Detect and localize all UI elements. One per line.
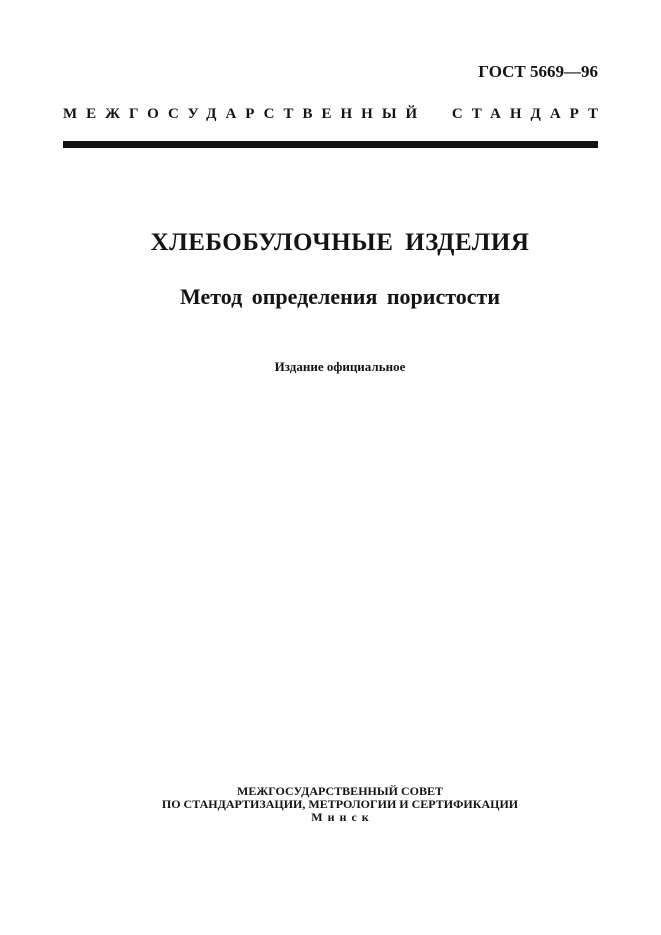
standard-type-line xyxy=(63,105,607,123)
header-rule xyxy=(63,141,598,148)
edition-note: Издание официальное xyxy=(274,359,406,374)
document-subtitle: Метод определения пористости xyxy=(179,284,500,309)
publisher-block xyxy=(19,785,661,824)
standard-type-word-2: СТАНДАРТ xyxy=(451,106,607,122)
publisher-line-2: ПО СТАНДАРТИЗАЦИИ, МЕТРОЛОГИИ И СЕРТИФИКАЦИИ xyxy=(161,797,519,811)
standard-type-word-1: МЕЖГОСУДАРСТВЕННЫЙ xyxy=(63,106,427,122)
publisher-city: Минск xyxy=(311,810,374,824)
document-title: ХЛЕБОБУЛОЧНЫЕ ИЗДЕЛИЯ xyxy=(150,229,530,256)
doc-number: ГОСТ 5669—96 xyxy=(478,62,598,81)
publisher-line-1: МЕЖГОСУДАРСТВЕННЫЙ СОВЕТ xyxy=(237,784,443,798)
